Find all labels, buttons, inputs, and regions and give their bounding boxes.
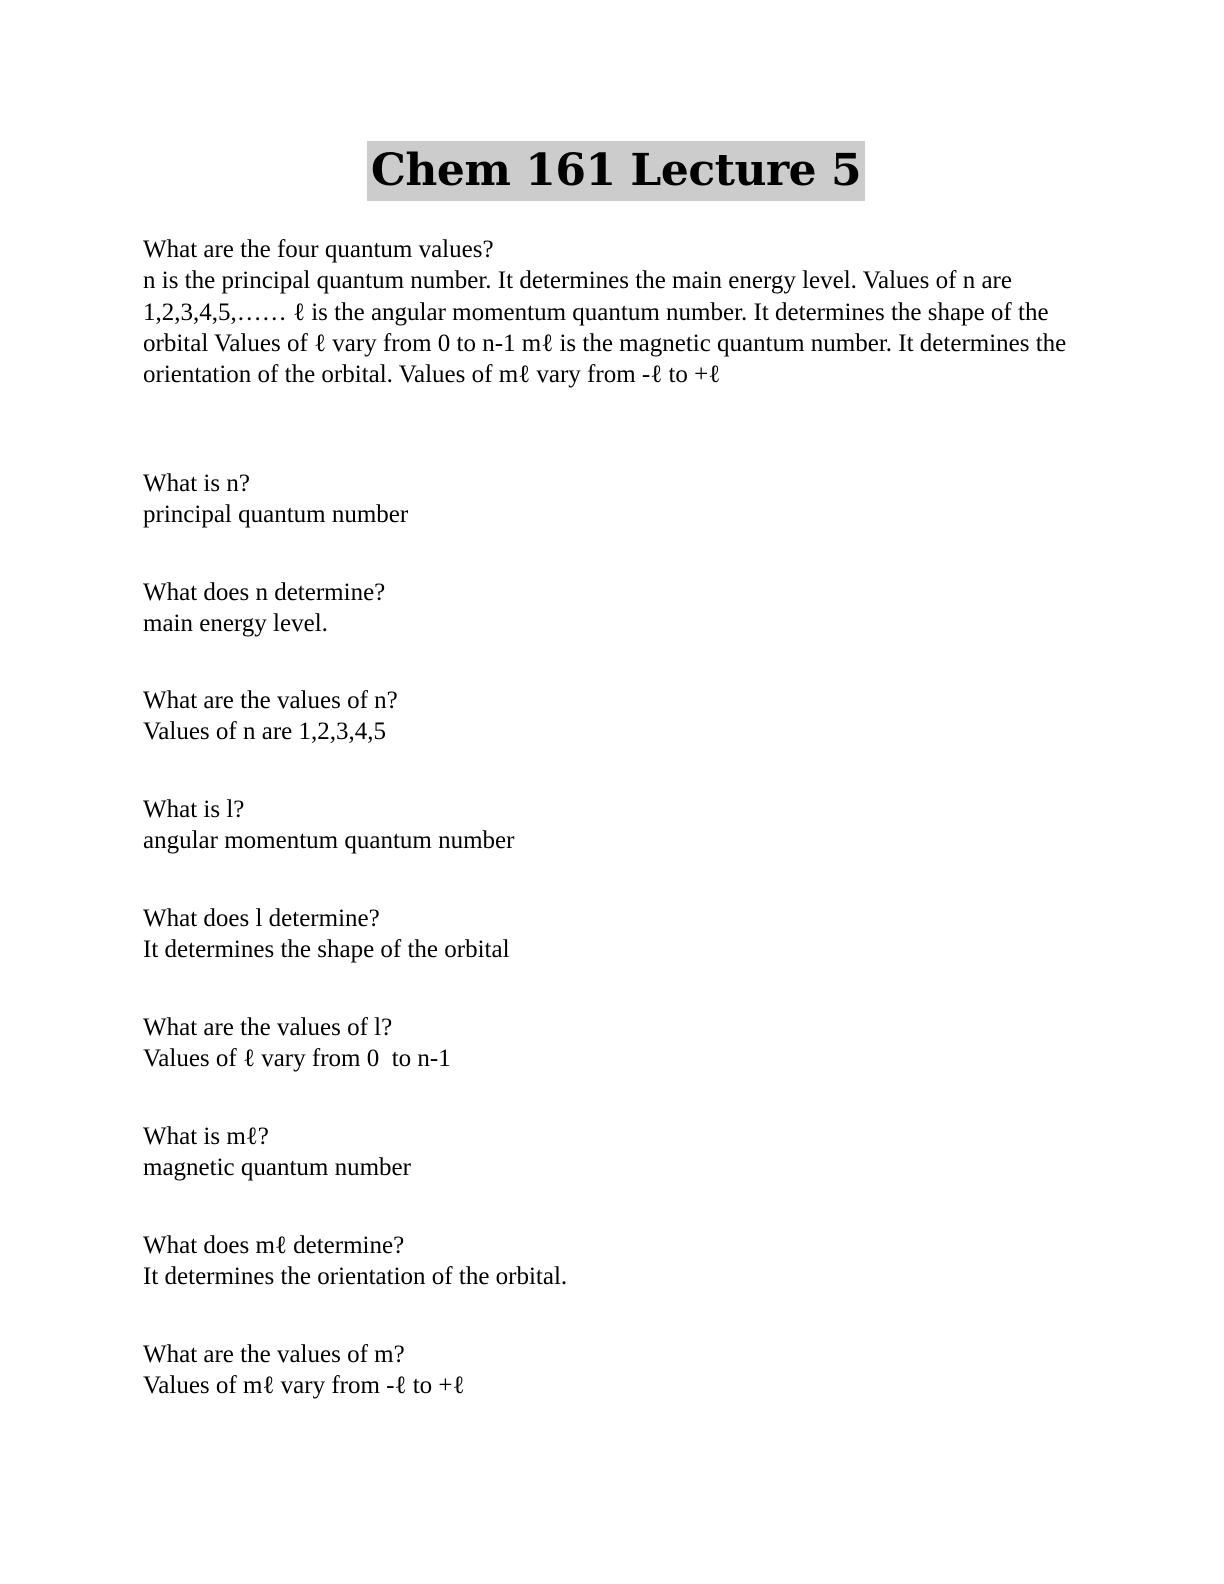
- title-container: [0, 141, 1224, 201]
- qa-question: What are the values of l?: [143, 1014, 393, 1041]
- qa-question: What is n?: [143, 470, 250, 497]
- qa-answer: It determines the orientation of the orbital.: [143, 1263, 568, 1291]
- qa-item: [143, 794, 1083, 857]
- qa-question: What does n determine?: [143, 579, 386, 606]
- qa-answer: angular momentum quantum number: [143, 827, 515, 855]
- qa-item: [143, 1230, 1083, 1293]
- qa-question: What is l?: [143, 796, 245, 823]
- intro-answer: n is the principal quantum number. It determines the main energy level. Values of n are 1,2,3,4,5,…… ℓ is the angular momentum quantum number. It determines the shape of the orbital Values of ℓ vary from 0 to n-1 mℓ is the magnetic quantum number. It determines the orientation of the orbital. Values of mℓ vary from -ℓ to +ℓ: [143, 267, 1073, 389]
- qa-item: [143, 577, 1083, 640]
- qa-answer: Values of mℓ vary from -ℓ to +ℓ: [143, 1372, 465, 1400]
- qa-item: [143, 468, 1083, 531]
- qa-question: What are the values of m?: [143, 1341, 405, 1368]
- qa-question: What are the values of n?: [143, 687, 398, 714]
- intro-block: [143, 234, 1083, 390]
- qa-answer: main energy level.: [143, 610, 328, 638]
- qa-answer: Values of ℓ vary from 0 to n-1: [143, 1045, 451, 1073]
- qa-answer: Values of n are 1,2,3,4,5: [143, 718, 386, 746]
- qa-item: [143, 903, 1083, 966]
- qa-question: What does mℓ determine?: [143, 1232, 405, 1259]
- qa-item: [143, 1012, 1083, 1075]
- qa-answer: principal quantum number: [143, 501, 409, 529]
- page-title: Chem 161 Lecture 5: [367, 141, 865, 201]
- qa-answer: magnetic quantum number: [143, 1154, 411, 1182]
- qa-question: What does l determine?: [143, 905, 380, 932]
- qa-item: [143, 1121, 1083, 1184]
- qa-answer: It determines the shape of the orbital: [143, 936, 510, 964]
- intro-question: What are the four quantum values?: [143, 236, 494, 263]
- qa-item: [143, 685, 1083, 748]
- qa-question: What is mℓ?: [143, 1123, 269, 1150]
- qa-item: [143, 1339, 1083, 1402]
